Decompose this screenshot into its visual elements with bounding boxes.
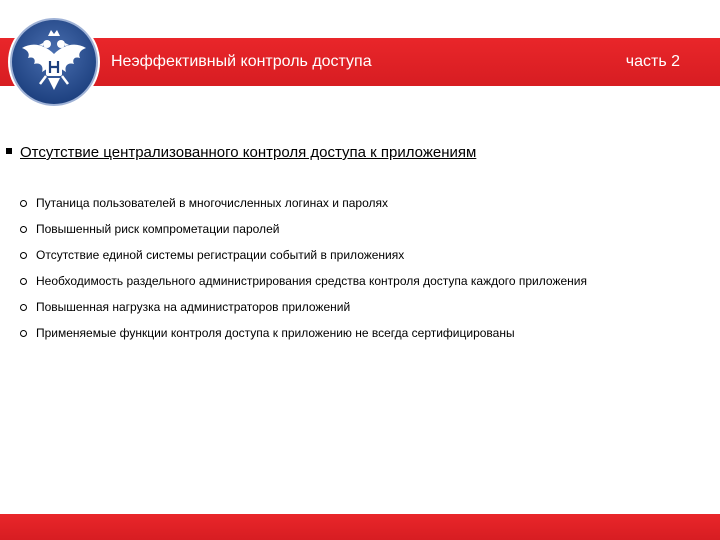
eagle-emblem-icon — [6, 14, 102, 110]
circle-bullet-icon — [20, 252, 27, 259]
circle-bullet-icon — [20, 278, 27, 285]
list-item-text: Повышенная нагрузка на администраторов приложений — [36, 300, 351, 314]
circle-bullet-icon — [20, 304, 27, 311]
list-item — [20, 320, 587, 346]
main-bullet — [6, 144, 476, 161]
list-item-text: Применяемые функции контроля доступа к приложению не всегда сертифицированы — [36, 326, 515, 340]
list-item-text: Необходимость раздельного администрирования средства контроля доступа каждого приложения — [36, 274, 587, 288]
circle-bullet-icon — [20, 226, 27, 233]
main-bullet-text: Отсутствие централизованного контроля доступа к приложениям — [20, 144, 477, 161]
slide-title: Неэффективный контроль доступа — [111, 53, 372, 70]
list-item — [20, 242, 587, 268]
list-item-text: Отсутствие единой системы регистрации событий в приложениях — [36, 248, 405, 262]
list-item-text: Повышенный риск компрометации паролей — [36, 222, 280, 236]
footer-band — [0, 514, 720, 540]
list-item — [20, 268, 587, 294]
list-item — [20, 216, 587, 242]
sub-bullet-list — [20, 190, 587, 346]
list-item-text: Путаница пользователей в многочисленных логинах и паролях — [36, 196, 389, 210]
square-bullet-icon — [6, 148, 12, 154]
list-item — [20, 294, 587, 320]
circle-bullet-icon — [20, 330, 27, 337]
part-label: часть 2 — [625, 53, 680, 70]
circle-bullet-icon — [20, 200, 27, 207]
list-item — [20, 190, 587, 216]
